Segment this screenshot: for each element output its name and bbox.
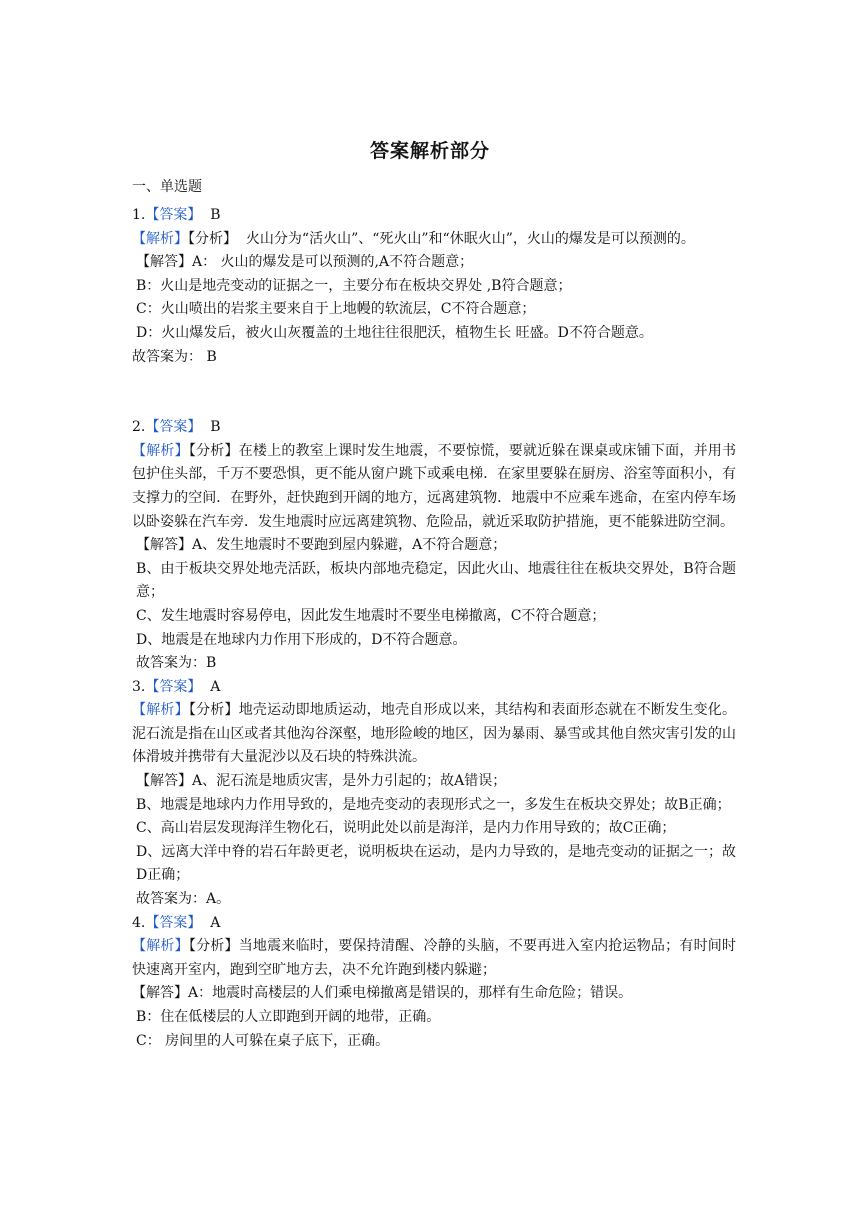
fenxi-label: 【分析】 [188, 938, 239, 955]
q3-jieda-line [132, 770, 736, 794]
q1-number: 1. [132, 207, 146, 223]
q3-option-a: A、泥石流是地质灾害，是外力引起的；故A错误； [192, 773, 507, 790]
jieda-label: 【解答】 [136, 537, 192, 554]
q4-analysis: 当地震来临时，要保持清醒、冷静的头脑，不要再进入室内抢运物品；有时间时快速离开室内，跑到空旷地方去，决不允许跑到楼内躲避； [132, 938, 736, 978]
q2-analysis-line [132, 440, 736, 534]
q4-option-a: A：地震时高楼层的人们乘电梯撤离是错误的，那样有生命危险；错误。 [188, 985, 633, 1002]
q1-analysis-line [132, 228, 736, 252]
q2-option-d: D、地震是在地球内力作用下形成的，D不符合题意。 [136, 631, 467, 648]
q1-answer: B [210, 207, 221, 223]
jieda-label: 【解答】 [132, 985, 188, 1002]
q4-number: 4. [132, 914, 146, 931]
q4-jieda-line [132, 982, 736, 1006]
analysis-label: 【解析】 [132, 442, 189, 459]
fenxi-label: 【分析】 [188, 442, 239, 459]
answer-label: 【答案】 [145, 207, 202, 223]
q3-conclusion: 故答案为：A。 [136, 891, 231, 908]
jieda-label: 【解答】 [136, 254, 192, 271]
page-title: 答案解析部分 [369, 140, 490, 162]
q4-analysis-line [132, 935, 736, 982]
q1-answer-line [132, 204, 736, 228]
jieda-label: 【解答】 [136, 773, 192, 790]
q2-analysis: 在楼上的教室上课时发生地震，不要惊慌，要就近躲在课桌或床铺下面，并用书包护住头部，千万不要恐惧，更不能从窗户跳下或乘电梯．在家里要躲在厨房、浴室等面积小，有支撑力的空间．在野外，赶快跑到开阔的地方，远离建筑物．地震中不应乘车逃命，在室内停车场以卧姿躲在汽车旁．发生地震时应远离建筑物、危险品，就近采取防护措施，更不能躲进防空洞。 [132, 442, 736, 530]
q2-option-b: B、由于板块交界处地壳活跃，板块内部地壳稳定，因此火山、地震往往在板块交界处，B符合题意； [136, 560, 736, 601]
q3-analysis-line [132, 699, 736, 770]
q3-option-b: B、地震是地球内力作用导致的，是地壳变动的表现形式之一，多发生在板块交界处；故B正确； [136, 796, 731, 813]
q3-option-d: D、远离大洋中脊的岩石年龄更老，说明板块在运动，是内力导致的，是地壳变动的证据之一；故D正确； [136, 843, 736, 884]
analysis-label: 【解析】 [132, 702, 189, 719]
answer-label: 【答案】 [145, 419, 202, 436]
fenxi-label: 【分析】 [188, 230, 237, 247]
q2-answer-line [132, 416, 736, 440]
q3-number: 3. [132, 678, 146, 695]
q2-jieda-line [132, 534, 736, 558]
q1-conclusion: 故答案为： B [132, 348, 217, 365]
answer-label: 【答案】 [145, 678, 202, 695]
q2-option-c: C、发生地震时容易停电，因此发生地震时不要坐电梯撤离，C不符合题意； [136, 607, 606, 624]
q1-option-b: B：火山是地壳变动的证据之一，主要分布在板块交界处 ,B符合题意； [136, 277, 572, 294]
q3-analysis: 地壳运动即地质运动，地壳自形成以来，其结构和表面形态就在不断发生变化。泥石流是指在山区或者其他沟谷深壑，地形险峻的地区，因为暴雨、暴雪或其他自然灾害引发的山体滑坡并携带有大量泥沙以及石块的特殊洪流。 [132, 702, 736, 766]
q3-option-c: C、高山岩层发现海洋生物化石，说明此处以前是海洋，是内力作用导致的；故C正确； [136, 820, 676, 837]
q2-option-a: A、发生地震时不要跑到屋内躲避，A不符合题意； [192, 537, 507, 554]
answer-label: 【答案】 [145, 914, 202, 931]
q3-answer-line [132, 676, 736, 700]
q1-jieda-line [132, 251, 736, 275]
q3-answer: A [210, 678, 221, 695]
q2-conclusion: 故答案为：B [136, 655, 217, 672]
q1-option-c: C：火山喷出的岩浆主要来自于上地幔的软流层，C不符合题意； [136, 301, 536, 318]
q4-option-c: C： 房间里的人可躲在桌子底下，正确。 [136, 1032, 390, 1049]
q4-option-b: B：住在低楼层的人立即跑到开阔的地带，正确。 [136, 1009, 441, 1025]
q1-option-d: D：火山爆发后，被火山灰覆盖的土地往往很肥沃，植物生长 旺盛。D不符合题意。 [136, 324, 653, 341]
q4-answer: A [210, 914, 221, 931]
q1-option-a: A： 火山的爆发是可以预测的,A不符合题意； [192, 254, 474, 271]
analysis-label: 【解析】 [132, 230, 188, 247]
analysis-label: 【解析】 [132, 938, 189, 955]
q2-answer: B [210, 419, 221, 436]
q2-number: 2. [132, 419, 146, 436]
answer-body [132, 204, 736, 1053]
fenxi-label: 【分析】 [188, 702, 239, 719]
section-heading: 一、单选题 [132, 179, 202, 195]
q1-analysis: 火山分为“活火山”、“死火山”和“休眠火山”，火山的爆发是可以预测的。 [245, 230, 695, 247]
q4-answer-line [132, 912, 736, 936]
